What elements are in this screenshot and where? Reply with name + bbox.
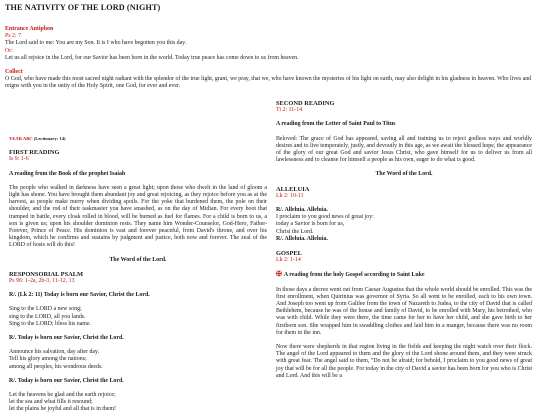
psalm-verse3-line3: let the plains be joyful and all that is in them! <box>9 406 116 413</box>
gospel-source-line <box>276 271 532 279</box>
alleluia-response: R/. Alleluia. Alleluia. <box>276 207 328 214</box>
left-column <box>9 135 267 414</box>
alleluia-ref: Lk 2: 10-11 <box>276 192 304 199</box>
entrance-antiphon-alt-text: Let us all rejoice in the Lord, for our Savior has been born in the world. Today true peace has come down to us from heaven. <box>5 54 299 61</box>
alleluia-line1: I proclaim to you good news of great joy: <box>276 214 374 221</box>
gospel-text-1: In those days a decree went out from Caesar Augustus that the whole world should be enrolled. This was the first enrollment, when Quirinius was governor of Syria. So all went to be enrolled, each to his own town. And Joseph too went up from Galilee from the town of Nazareth to Judea, to the city of David that is called Bethlehem, because he was of the house and family of David, to be enrolled with Mary, his betrothed, who was with child. While they were there, the time came for her to have her child, and she gave birth to her firstborn son. She wrapped him in swaddling clothes and laid him in a manger, because there was no room for them in the inn. <box>276 286 532 336</box>
collect-text: O God, who have made this most sacred night radiant with the splendor of the true light, grant, we pray, that we, who have known the mysteries of his light on earth, may also delight in his gladness in heaven. Who lives and reigns with you in the unity of the Holy Spirit, one God, for ever and ever. <box>5 76 532 90</box>
psalm-response: R/. Today is born our Savior, Christ the Lord. <box>9 335 124 342</box>
psalm-verse3-line1: Let the heavens be glad and the earth rejoice; <box>9 392 116 399</box>
first-reading-source: A reading from the Book of the prophet Isaiah <box>9 170 126 177</box>
psalm-ref: Ps 96: 1-2a, 2b-3, 11-12, 13 <box>9 278 75 285</box>
psalm-verse2-line1: Announce his salvation, day after day. <box>9 349 100 356</box>
psalm-verse1-line1: Sing to the LORD a new song; <box>9 306 82 313</box>
second-reading-heading: SECOND READING <box>276 100 335 107</box>
first-reading-ref: Is 9: 1-6 <box>9 156 29 163</box>
first-reading-closing: The Word of the Lord. <box>109 256 167 263</box>
first-reading-text: The people who walked in darkness have seen a great light; upon those who dwelt in the land of gloom a light has shone. You have brought them abundant joy and great rejoicing, as they rejoice before you as at the harvest, as people make merry when dividing spoils. For the yoke that burdened them, the pole on their shoulder, and the rod of their taskmaster you have smashed, as on the day of Midian. For every boot that tramped in battle, every cloak rolled in blood, will be burned as fuel for flames. For a child is born to us, a son is given us; upon his shoulder dominion rests. They name him Wonder-Counselor, God-Hero, Father-Forever, Prince of Peace. His dominion is vast and forever peaceful, from David's throne, and over his kingdom, which he confirms and sustains by judgment and justice, both now and forever. The zeal of the LORD of hosts will do this! <box>9 184 267 249</box>
psalm-response-ref: R/. (Lk 2: 11) Today is born our Savior, Christ the Lord. <box>9 292 150 299</box>
alleluia-heading: ALLELUIA <box>276 185 310 193</box>
psalm-verse1-line3: Sing to the LORD; bless his name. <box>9 320 91 327</box>
lectionary-year: YEAR ABC <box>9 136 33 141</box>
alleluia-line3: Christ the Lord. <box>276 228 314 235</box>
psalm-response-2: R/. Today is born our Savior, Christ the Lord. <box>9 377 124 384</box>
collect-heading: Collect <box>5 69 23 76</box>
second-reading-closing: The Word of the Lord. <box>375 171 433 178</box>
psalm-verse1-line2: sing to the LORD, all you lands. <box>9 313 86 320</box>
right-column <box>276 100 532 380</box>
cross-icon: ✠ <box>276 270 282 279</box>
entrance-antiphon-ref: Ps 2: 7 <box>5 33 22 40</box>
lectionary-line <box>9 135 267 142</box>
psalm-heading: RESPONSORIAL PSALM <box>9 270 84 278</box>
alleluia-line2: today a Savior is born for us, <box>276 221 345 228</box>
psalm-verse2-line2: Tell his glory among the nations; <box>9 356 87 363</box>
gospel-source: A reading from the holy Gospel according to Saint Luke <box>283 272 425 279</box>
psalm-verse3-line2: let the sea and what fills it resound; <box>9 399 93 406</box>
gospel-text-2: Now there were shepherds in that region living in the fields and keeping the night watch over their flock. The angel of the Lord appeared to them and the glory of the Lord shone around them, and they were struck with great fear. The angel said to them, "Do not be afraid; for behold, I proclaim to you good news of great joy that will be for all the people. For today in the city of David a savior has been born for you who is Christ and Lord. And this will be a <box>276 344 532 379</box>
proper-section <box>5 26 533 91</box>
gospel-heading: GOSPEL <box>276 250 302 258</box>
second-reading-text: Beloved: The grace of God has appeared, saving all and training us to reject godless ways and worldly desires and to live temperately, justly, and devoutly in this age, as we await the blessed hope, the appearance of the glory of our great God and savior Jesus Christ, who gave himself for us to deliver us from all lawlessness and to cleanse for himself a people as his own, eager to do what is good. <box>276 135 532 164</box>
entrance-antiphon-text: The Lord said to me: You are my Son. It is I who have begotten you this day. <box>5 40 187 47</box>
first-reading-heading: FIRST READING <box>9 149 60 157</box>
second-reading-ref: Ti 2: 11-14 <box>276 107 303 114</box>
gospel-ref: Lk 2: 1-14 <box>276 257 301 264</box>
entrance-antiphon-heading: Entrance Antiphon <box>5 26 54 32</box>
second-reading-source: A reading from the Letter of Saint Paul to Titus <box>276 121 396 128</box>
lectionary-number: (Lectionary: 14) <box>33 136 66 141</box>
alleluia-response-end: R/. Alleluia. Alleluia. <box>276 235 328 242</box>
psalm-verse2-line3: among all peoples, his wondrous deeds. <box>9 363 103 370</box>
page-title: THE NATIVITY OF THE LORD (NIGHT) <box>5 3 161 12</box>
entrance-antiphon-or: Or: <box>5 47 13 54</box>
